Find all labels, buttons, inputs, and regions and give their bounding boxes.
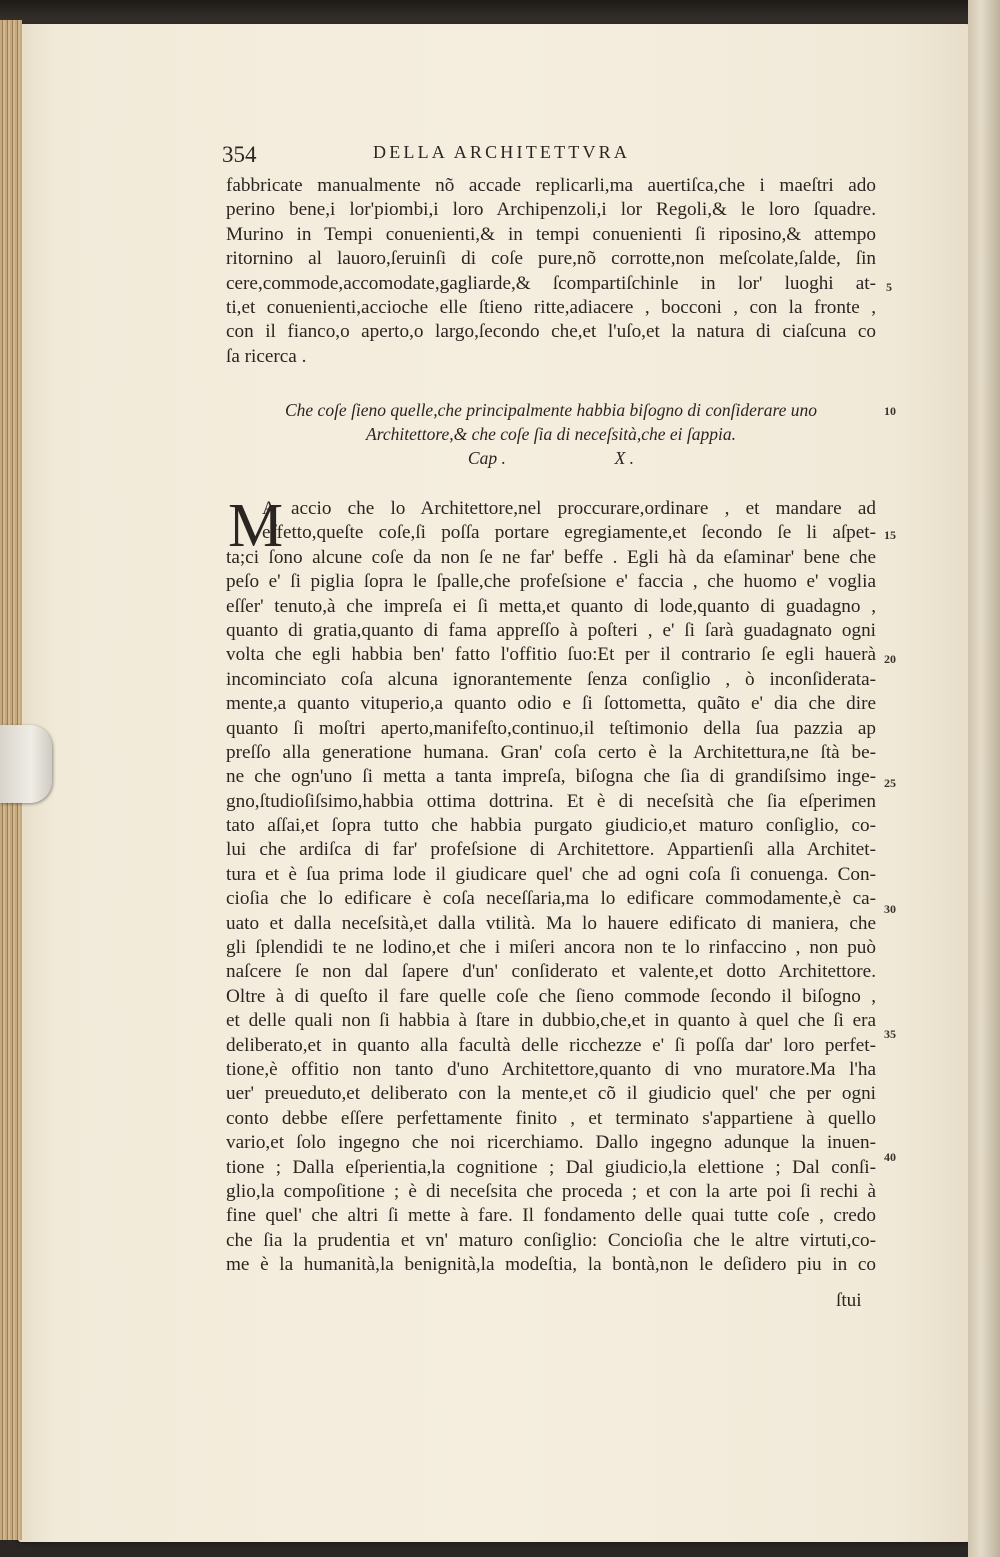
text-line: naſcere ſe non dal ſapere d'un' conſiderato et valente,et dotto Architettore. (226, 961, 876, 983)
main-paragraph (226, 492, 876, 1278)
page-edges-right (968, 0, 1000, 1557)
text-line: et delle quali non ſi habbia à ſtare in dubbio,che,et in quanto à quel che ſi era (226, 1010, 876, 1032)
top-paragraph (226, 174, 876, 369)
margin-line-number: 30 (884, 902, 896, 916)
text-line: perino bene,i lor'piombi,i loro Archipenzoli,i lor Regoli,& le loro ſquadre. (226, 199, 876, 221)
text-line: tione,è offitio non tanto d'uno Architettore,quanto di vno muratore.Ma l'ha (226, 1058, 876, 1080)
text-line: ne che ogn'uno ſi metta a tanta impreſa, biſogna che ſia di grandiſsimo inge- (226, 766, 876, 788)
text-line: cere,commode,accomodate,gagliarde,& ſcompartiſchinle in lor' luoghi at- (226, 272, 876, 294)
text-line: Murino in Tempi conuenienti,& in tempi conuenienti ſi riposino,& attempo (226, 223, 876, 245)
text-line: effetto,queſte coſe,ſi poſſa portare egregiamente,et ſecondo ſe li aſpet- (262, 522, 876, 544)
text-line: tato aſſai,et ſopra tutto che habbia purgato giudicio,et maturo conſiglio, co- (226, 815, 876, 837)
text-line: vario,et ſolo ingegno che noi ricerchiamo. Dallo ingegno adunque la inuen- (226, 1132, 876, 1154)
text-line: deliberato,et in quanto alla facultà delle ricchezze e' ſi poſſa dar' loro perfet- (226, 1034, 876, 1056)
text-line: peſo e' ſi piglia ſopra le ſpalle,che profeſsione e' faccia , che huomo e' voglia (226, 571, 876, 593)
text-line: che ſia la prudentia et vn' maturo conſiglio: Concioſia che le altre virtuti,co- (226, 1229, 876, 1251)
cap-label: Cap . (467, 448, 506, 468)
text-line: con il fianco,o aperto,o largo,ſecondo che,et l'uſo,et la natura di ciaſcuna co (226, 321, 876, 343)
chapter-heading-line: Architettore,& che coſe ſia di neceſsità,che ei ſappia. (366, 424, 736, 444)
text-line: Oltre à di queſto il fare quelle coſe che ſieno commode ſecondo il biſogno , (226, 985, 876, 1007)
text-line: uato et dalla neceſsità,et dalla vtilità. Ma lo hauere edificato di maniera, che (226, 912, 876, 934)
margin-line-number: 25 (884, 776, 896, 790)
text-line: incominciato coſa alcuna ignorantemente ſenza conſiglio , ò inconſiderata- (226, 668, 876, 690)
text-line: conto debbe eſſere perfettamente finito , et terminato s'appartiene à quello (226, 1107, 876, 1129)
text-line: tione ; Dalla eſperientia,la cognitione ; Dal giudicio,la elettione ; Dal conſi- (226, 1156, 876, 1178)
catchword: ſtui (836, 1290, 862, 1311)
text-line: mente,a quanto vituperio,a quanto odio e ſi ſottometta, quãto e' dia che dire (226, 693, 876, 715)
text-line: A accio che lo Architettore,nel proccurare,ordinare , et mandare ad (262, 498, 876, 519)
chapter-heading (226, 398, 876, 470)
margin-line-number: 15 (884, 528, 896, 542)
running-title: DELLA ARCHITETTVRA (373, 142, 631, 162)
bookmark-tab (0, 725, 52, 803)
text-line: volta che egli habbia ben' fatto l'offitio ſuo:Et per il contrario ſe egli hauerà (226, 644, 876, 666)
drop-cap: M (228, 492, 284, 560)
text-line: tura et è ſua prima lode il giudicare quel' che ad ogni coſa ſi conuenga. Con- (226, 863, 876, 885)
text-line: eſſer' tenuto,à che impreſa ei ſi metta,et quanto di lode,quanto di guadagno , (226, 595, 876, 617)
book-top-edge (0, 0, 1000, 24)
text-line: gno,ſtudioſiſsimo,habbia ottima dottrina. Et è di neceſsità che ſia eſperimen (226, 790, 876, 812)
text-line: lui che ardiſca di far' profeſsione di Architettore. Appartienſi alla Architet- (226, 839, 876, 861)
text-line: quanto ſi moſtri aperto,manifeſto,continuo,il teſtimonio della ſua pazzia ap (226, 717, 876, 739)
text-line: glio,la compoſitione ; è di neceſsita che proceda ; et con la arte poi ſi rechi à (226, 1180, 876, 1202)
margin-line-number: 20 (884, 652, 896, 666)
page-header (0, 138, 1000, 168)
text-line: ſa ricerca . (226, 345, 307, 367)
margin-line-number: 35 (884, 1027, 896, 1041)
text-line: ti,et conuenienti,accioche elle ſtieno ritte,adiacere , bocconi , con la fronte , (226, 296, 876, 318)
margin-line-number: 5 (886, 280, 892, 294)
cap-number: X . (614, 448, 635, 468)
chapter-label (226, 446, 876, 470)
text-line: ritornino al lauoro,ſeruinſi di coſe pure,nõ corrotte,non meſcolate,ſalde, ſin (226, 248, 876, 270)
text-line: me è la humanità,la benignità,la modeſtia, la bontà,non le deſidero piu in co (226, 1254, 876, 1276)
margin-line-number: 40 (884, 1150, 896, 1164)
text-line: fine quel' che altri ſi mette à fare. Il fondamento delle quai tutte coſe , credo (226, 1205, 876, 1227)
text-line: preſſo alla generatione humana. Gran' coſa certo è la Architettura,ne ſtà be- (226, 741, 876, 763)
page-number: 354 (222, 142, 257, 167)
text-line: ta;ci ſono alcune coſe da non ſe ne far' beffe . Egli hà da eſaminar' bene che (226, 546, 876, 568)
text-line: fabbricate manualmente nõ accade replicarli,ma auertiſca,che i maeſtri ado (226, 175, 876, 196)
text-line: cioſia che lo edificare è coſa neceſſaria,ma lo edificare commodamente,è ca- (226, 888, 876, 910)
text-line: gli ſplendidi te ne lodino,et che i miſeri ancora non te lo rinfaccino , non può (226, 937, 876, 959)
chapter-heading-line: Che coſe ſieno quelle,che principalmente habbia biſogno di conſiderare uno (284, 400, 817, 420)
text-line: quanto di gratia,quanto di fama appreſſo à poſteri , e' ſi ſarà guadagnato ogni (226, 619, 876, 641)
text-line: uer' preueduto,et deliberato con la mente,et cõ il giudicio quel' che per ogni (226, 1083, 876, 1105)
margin-line-number: 10 (884, 404, 896, 418)
